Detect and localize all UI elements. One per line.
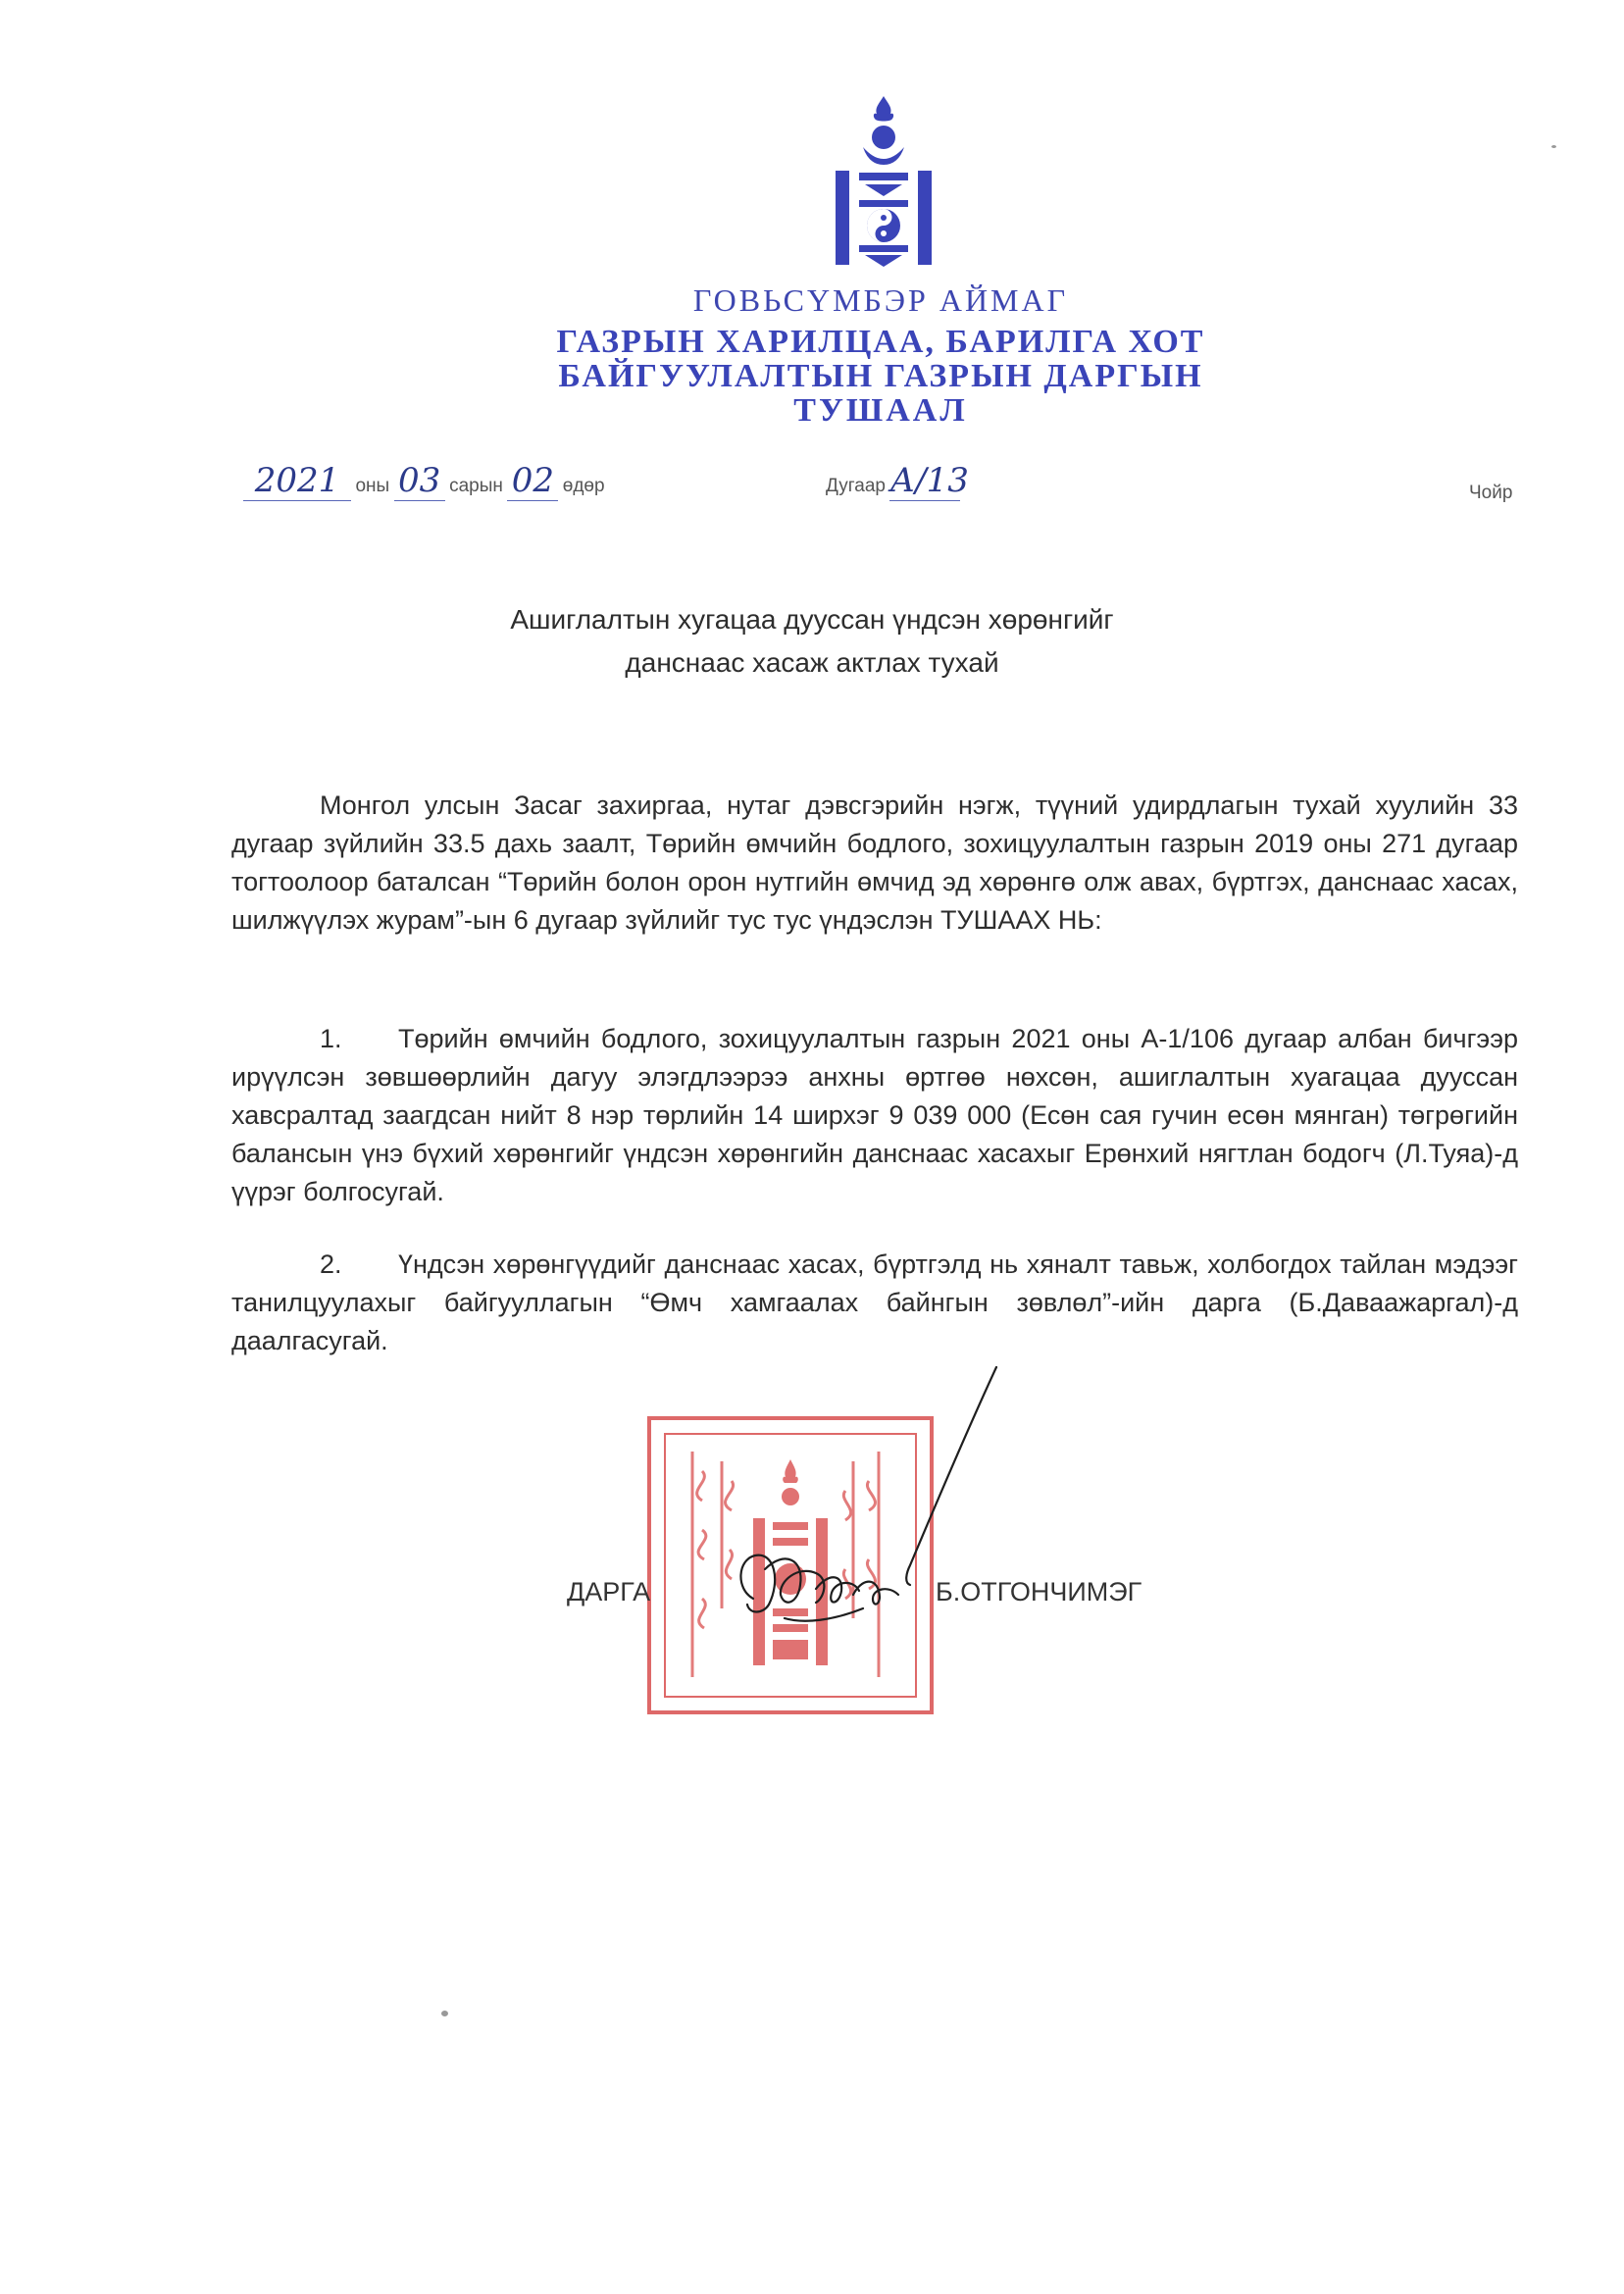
order-number: А/13 xyxy=(889,461,969,500)
header-org-line2: БАЙГУУЛАЛТЫН ГАЗРЫН ДАРГЫН xyxy=(558,358,1203,394)
signer-title: ДАРГА xyxy=(567,1577,651,1606)
body-main-text: Монгол улсын Засаг захиргаа, нутаг дэвсгэрийн нэгж, түүний удирдлагын тухай хуулийн 33 дугаар зүйлийн 33.5 дахь заалт, Төрийн өмчийн бодлого, зохицуулалтын газрын 2019 оны 271 дугаар тогтоолоор баталсан “Төрийн болон орон нутгийн өмчид эд хөрөнгө олж авах, бүртгэх, данснаас хасах, шилжүүлэх журам”-ын 6 дугаар зүйлийг тус тус үндэслэн ТУШААХ НЬ: xyxy=(231,790,1518,935)
scan-speck xyxy=(1551,145,1556,148)
date-row xyxy=(243,461,1518,510)
body-main-paragraph xyxy=(231,787,1518,940)
soyombo-emblem-icon xyxy=(830,94,938,267)
list-item xyxy=(231,1020,1518,1211)
date-year-suffix: оны xyxy=(355,476,390,496)
place: Чойр xyxy=(1469,483,1513,503)
item-number: 2. xyxy=(320,1249,342,1279)
item-text: Үндсэн хөрөнгүүдийг данснаас хасах, бүртгэлд нь хяналт тавьж, холбогдох тайлан мэдээг танилцуулахыг байгууллагын “Өмч хамгаалах байнгын зөвлөл”-ийн дарга (Б.Даваажаргал)-д даалгасугай. xyxy=(231,1249,1518,1355)
document-title xyxy=(0,598,1624,685)
signer-name: Б.ОТГОНЧИМЭГ xyxy=(936,1577,1142,1606)
item-number: 1. xyxy=(320,1024,342,1053)
date-day-suffix: өдөр xyxy=(562,476,605,496)
date-day: 02 xyxy=(507,461,558,501)
date-month: 03 xyxy=(394,461,445,501)
number-label: Дугаар xyxy=(826,476,886,496)
header-aimag: ГОВЬСҮМБЭР АЙМАГ xyxy=(692,282,1069,318)
item-text: Төрийн өмчийн бодлого, зохицуулалтын газрын 2021 оны А-1/106 дугаар албан бичгээр ирүүлсэн зөвшөөрлийн дагуу элэгдлээрээ анхны өртгөө нөхсөн, ашиглалтын хуагацаа дууссан хавсралтад заагдсан нийт 8 нэр төрлийн 14 ширхэг 9 039 000 (Есөн сая гучин есөн мянган) төгрөгийн балансын үнэ бүхий хөрөнгийг үндсэн хөрөнгийн данснаас хасахыг Ерөнхий нягтлан бодогч (Л.Туяа)-д үүрэг болгосугай. xyxy=(231,1024,1518,1206)
header-doc-type: ТУШААЛ xyxy=(793,392,968,429)
scan-speck xyxy=(441,2011,448,2016)
title-line2: данснаас хасаж актлах тухай xyxy=(625,647,999,678)
list-item xyxy=(231,1246,1518,1360)
date-year: 2021 xyxy=(243,461,351,501)
date-month-suffix: сарын xyxy=(449,476,503,496)
header-org-line1: ГАЗРЫН ХАРИЛЦАА, БАРИЛГА ХОТ xyxy=(556,324,1205,360)
title-line1: Ашиглалтын хугацаа дууссан үндсэн хөрөнгийг xyxy=(510,604,1114,635)
